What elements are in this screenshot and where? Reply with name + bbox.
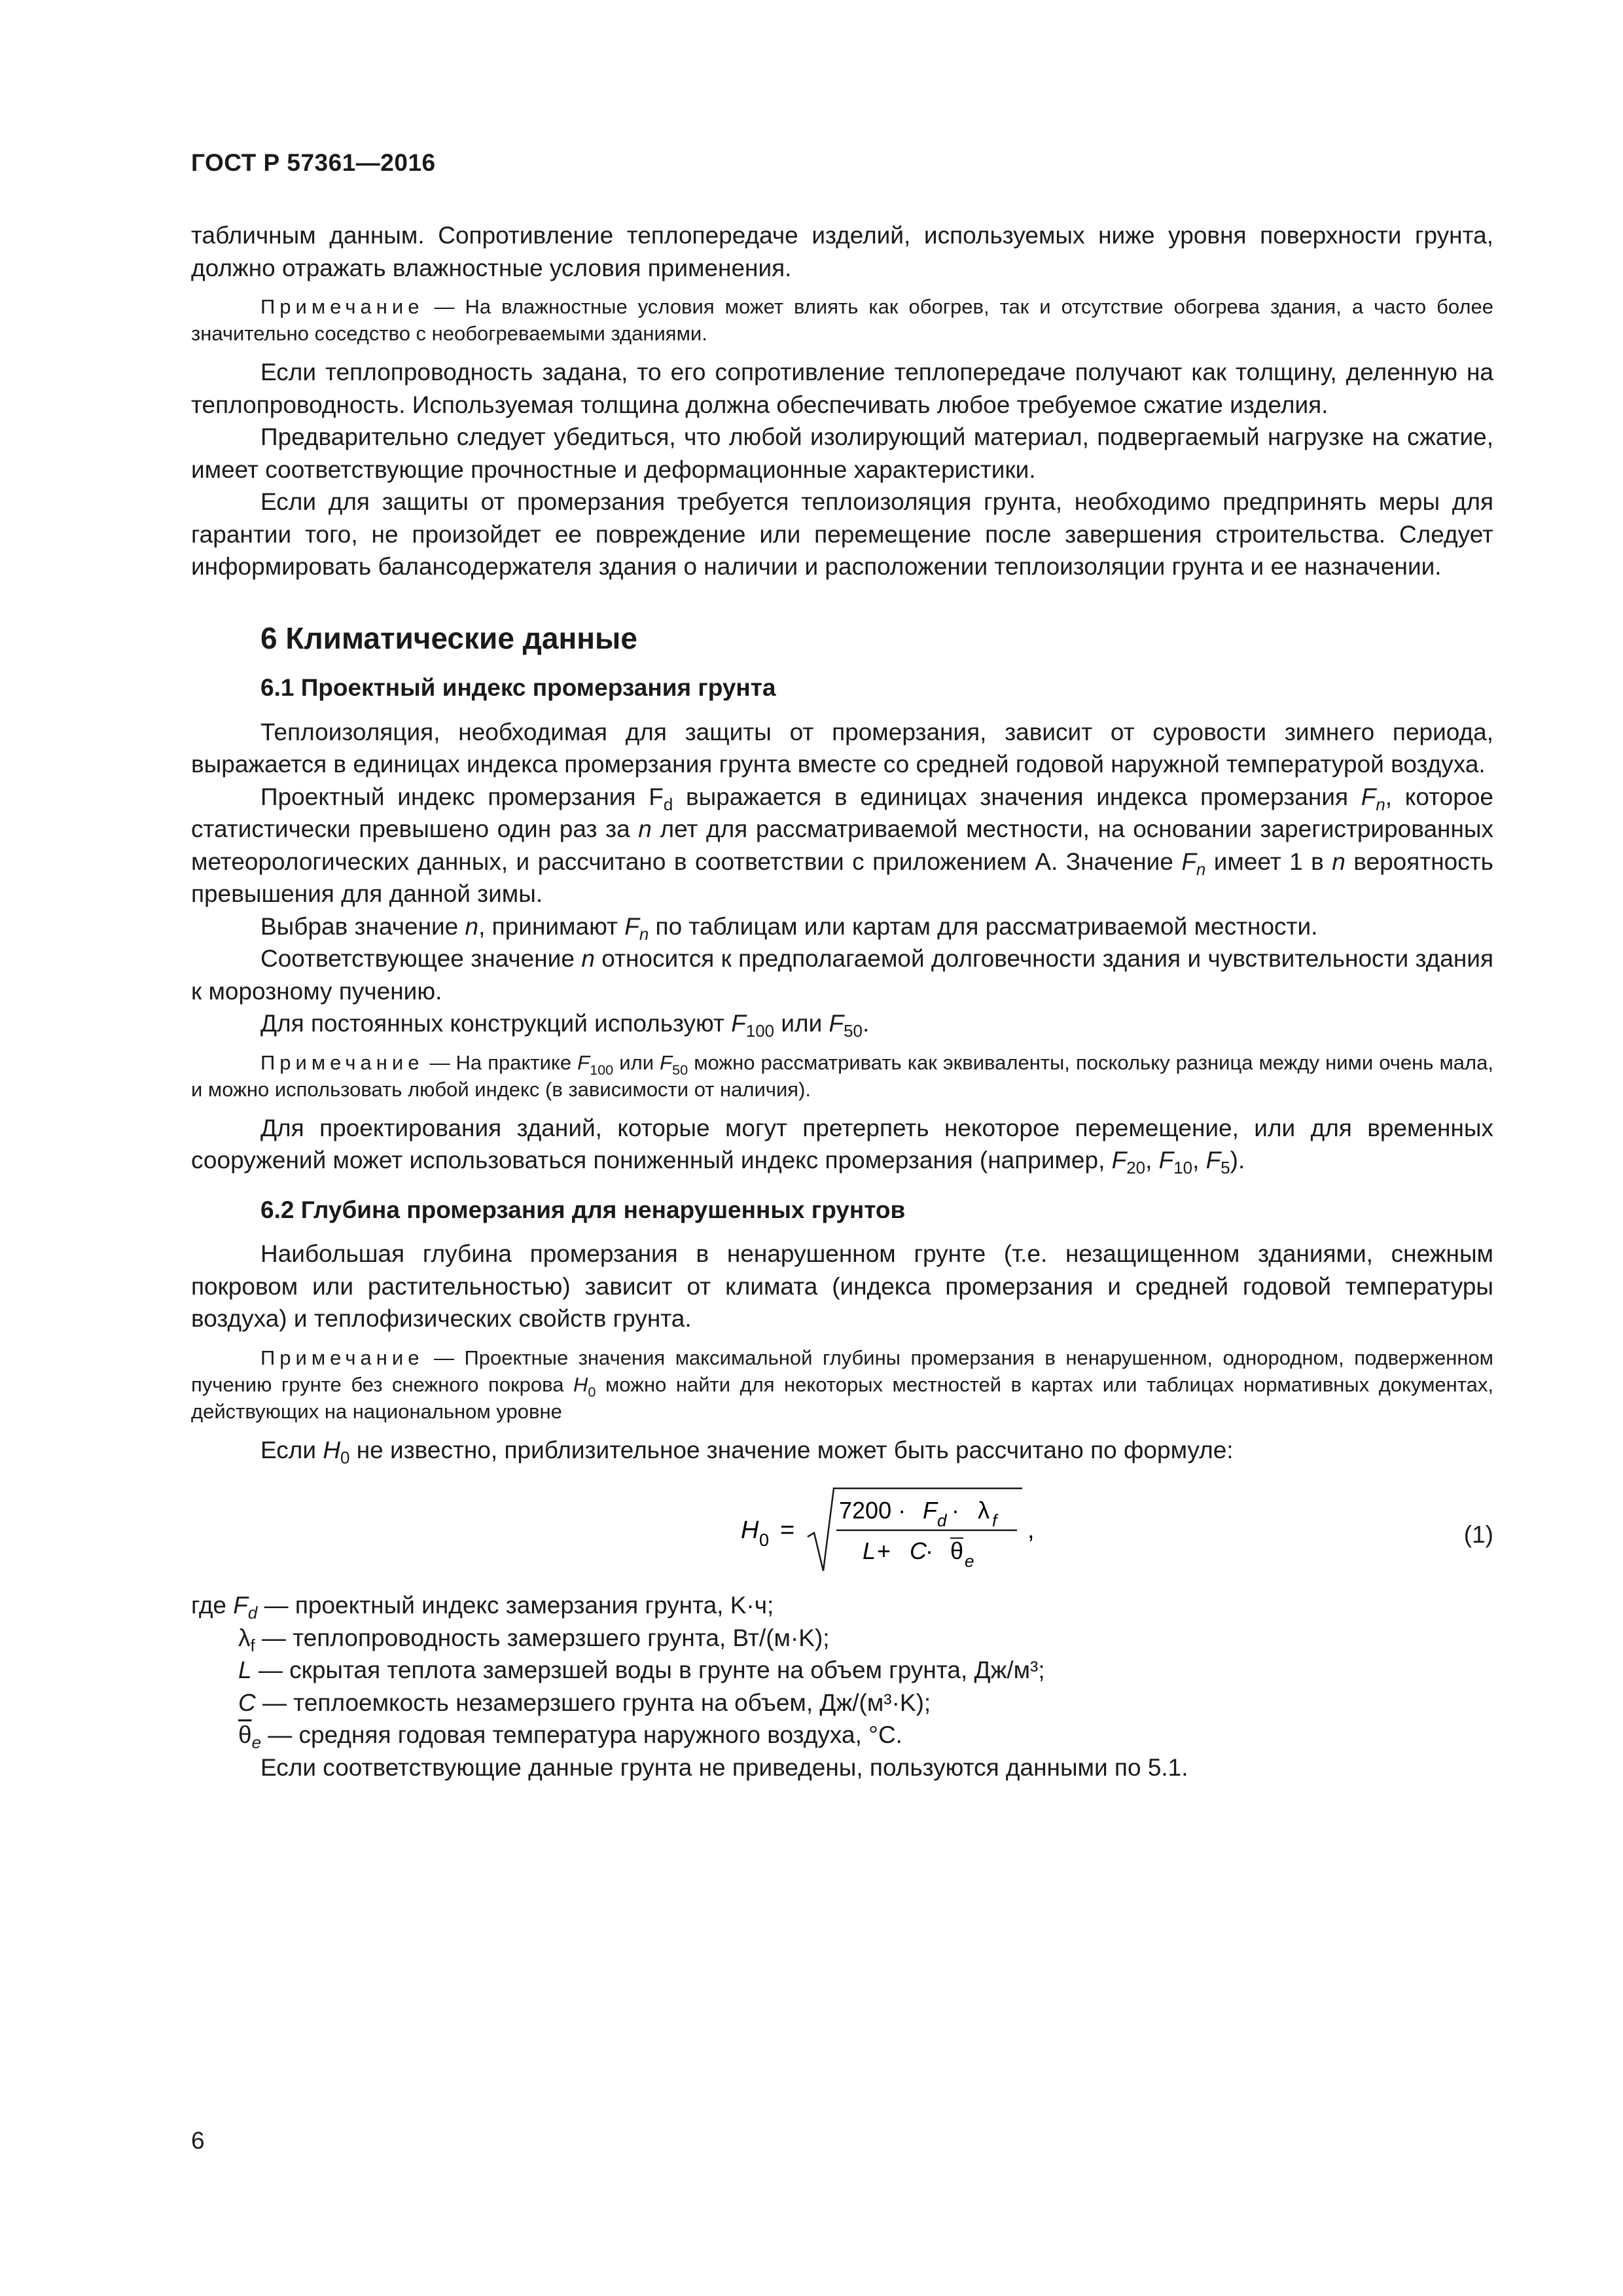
text-run: можно рассматривать как эквиваленты, поскольку разница между ними очень мала, и можно использовать любой индекс (в зависимости от наличия).: [191, 1050, 1493, 1101]
note-label: Примечание: [260, 1346, 424, 1369]
paragraph-continued: табличным данным. Сопротивление теплопередаче изделий, используемых ниже уровня поверхности грунта, должно отражать влажностные условия применения.: [191, 222, 1493, 281]
subscript: n: [1196, 860, 1206, 879]
definition-item: [191, 1687, 1493, 1719]
text-run: — средняя годовая температура наружного воздуха, °С.: [260, 1721, 902, 1748]
definition-item: [191, 1589, 1493, 1622]
text-run: где: [191, 1592, 234, 1619]
document-header: ГОСТ Р 57361—2016: [191, 149, 436, 176]
symbol: $\overline{\theta}$: [238, 1721, 252, 1748]
text-run: ,: [1145, 1147, 1159, 1174]
subscript: f: [250, 1636, 255, 1655]
subscript: 100: [590, 1061, 614, 1078]
text-run: — скрытая теплота замерзшей воды в грунте на объем грунта, Дж/м³;: [251, 1657, 1045, 1683]
symbol: H: [573, 1372, 588, 1396]
formula-den-C: C: [910, 1537, 927, 1564]
subscript: 0: [588, 1383, 596, 1400]
text-run: ).: [1230, 1147, 1245, 1174]
text-run: — Проектные значения максимальной глубины промерзания в ненарушенном, однородном, подверженном пучению грунте без снежного покрова: [191, 1346, 1493, 1396]
symbol: F: [233, 1592, 248, 1619]
paragraph: Если соответствующие данные грунта не приведены, пользуются данными по 5.1.: [260, 1753, 1188, 1781]
text-run: лет для рассматриваемой местности, на основании зарегистрированных метеорологических данных, и рассчитано в соответствии с приложением А. Значение: [191, 816, 1493, 875]
text-run: или: [613, 1050, 660, 1074]
symbol: n: [1332, 848, 1346, 875]
paragraph: Если теплопроводность задана, то его сопротивление теплопередаче получают как толщину, деленную на теплопроводность. Используемая толщина должна обеспечивать любое требуемое сжатие изделия.: [191, 359, 1493, 418]
paragraph: [191, 942, 1493, 1007]
document-body: [191, 219, 1493, 1784]
note-text: — На влажностные условия может влиять как обогрев, так и отсутствие обогрева здания, а часто более значительно соседство с необогреваемыми зданиями.: [191, 295, 1493, 345]
symbol: L: [238, 1657, 252, 1683]
definition-item: [191, 1654, 1493, 1687]
text-run: можно найти для некоторых местностей в картах или таблицах нормативных документах, действующих на национальном уровне: [191, 1372, 1493, 1423]
formula-den-dot: ·: [925, 1537, 933, 1564]
text-run: , принимают: [478, 912, 625, 940]
formula-lhs: H: [741, 1516, 759, 1544]
note-1: [191, 293, 1493, 347]
text-run: вероятность превышения для данной зимы.: [191, 848, 1493, 907]
subscript: 10: [1173, 1159, 1193, 1177]
text-run: ,: [1192, 1147, 1206, 1174]
symbol: H: [323, 1436, 341, 1463]
text-run: Для постоянных конструкций используют: [260, 1010, 732, 1037]
subscript: e: [251, 1734, 261, 1752]
formula-den-L: L: [863, 1537, 876, 1564]
text-run: — теплоемкость незамерзшего грунта на объем, Дж/(м³·K);: [255, 1689, 931, 1716]
formula-block: [191, 1479, 1493, 1577]
symbol: F: [1205, 1147, 1221, 1174]
section-heading: 6 Климатические данные: [260, 620, 637, 655]
formula-den-theta: θ: [950, 1537, 964, 1564]
paragraph: Теплоизоляция, необходимая для защиты от промерзания, зависит от суровости зимнего периода, выражается в единицах индекса промерзания грунта вместе со средней годовой наружной температурой воздуха.: [191, 718, 1493, 778]
formula-equals: =: [780, 1516, 795, 1544]
symbol: F: [731, 1010, 746, 1037]
symbol: F: [1181, 848, 1196, 875]
text-run: выражается в единицах значения индекса промерзания: [673, 783, 1361, 810]
text-run: Для проектирования зданий, которые могут претерпеть некоторое перемещение, или для временных сооружений может использоваться пониженный индекс промерзания (например,: [191, 1114, 1493, 1174]
symbol: F: [660, 1050, 673, 1074]
formula-den-plus: +: [877, 1537, 891, 1564]
note-label: Примечание: [260, 295, 424, 318]
formula-den-theta-sub: e: [965, 1551, 974, 1571]
subscript: 5: [1221, 1159, 1230, 1177]
definitions-list: [191, 1589, 1493, 1784]
subscript: 50: [844, 1022, 863, 1041]
text-run: — На практике: [423, 1050, 578, 1074]
definition-item: [191, 1719, 1493, 1751]
formula-num-lambda: λ: [978, 1497, 990, 1524]
subscript: 50: [672, 1061, 688, 1078]
paragraph: [191, 1434, 1493, 1467]
paragraph: Предварительно следует убедиться, что любой изолирующий материал, подвергаемый нагрузке на сжатие, имеет соответствующие прочностные и деформационные характеристики.: [191, 423, 1493, 483]
formula-num-lambda-sub: f: [992, 1511, 997, 1530]
symbol: λ: [238, 1624, 251, 1651]
subsection-heading: 6.1 Проектный индекс промерзания грунта: [260, 674, 776, 701]
symbol: F: [624, 912, 639, 940]
symbol: n: [581, 945, 595, 972]
subscript: d: [663, 795, 673, 814]
subsection-heading: 6.2 Глубина промерзания для ненарушенных грунтов: [260, 1196, 906, 1223]
paragraph: Если для защиты от промерзания требуется теплоизоляция грунта, необходимо предпринять меры для гарантии того, не произойдет ее повреждение или перемещение после завершения строительства. Следует информировать балансодержателя здания о наличии и расположении теплоизоляции грунта и ее назначении.: [191, 488, 1493, 580]
formula-lhs-sub: 0: [759, 1530, 770, 1550]
paragraph: [191, 1112, 1493, 1177]
text-run: Соответствующее значение: [260, 945, 582, 972]
formula-1: [734, 1479, 1140, 1577]
text-run: или: [774, 1010, 829, 1037]
subscript: 0: [340, 1448, 350, 1467]
note-label: Примечание: [260, 1050, 424, 1074]
text-run: Проектный индекс промерзания F: [260, 783, 664, 810]
formula-num-F: F: [923, 1497, 937, 1524]
formula-number: (1): [1463, 1521, 1493, 1548]
text-run: не известно, приблизительное значение может быть рассчитано по формуле:: [349, 1436, 1234, 1463]
text-run: — проектный индекс замерзания грунта, K·ч;: [257, 1592, 774, 1619]
text-run: имеет 1 в: [1205, 848, 1332, 875]
note-3: [191, 1344, 1493, 1425]
paragraph-design-index: [191, 781, 1493, 910]
symbol: F: [1361, 783, 1376, 810]
text-run: .: [862, 1010, 870, 1037]
text-run: Выбрав значение: [260, 912, 465, 940]
symbol: F: [829, 1010, 844, 1037]
page-number: 6: [191, 2127, 205, 2154]
symbol: C: [238, 1689, 256, 1716]
text-run: , которое статистически превышено один раз за: [191, 783, 1493, 842]
formula-tail: ,: [1027, 1516, 1035, 1544]
formula-num-F-sub: d: [937, 1511, 947, 1530]
subscript: n: [639, 925, 649, 944]
symbol: n: [465, 912, 479, 940]
paragraph: [191, 1007, 1493, 1040]
subscript: d: [247, 1604, 258, 1623]
symbol: F: [1158, 1147, 1174, 1174]
text-run: — теплопроводность замерзшего грунта, Вт/(м·K);: [255, 1624, 830, 1651]
formula-num-const: 7200 ·: [839, 1497, 906, 1524]
formula-num-dot: ·: [952, 1497, 959, 1524]
paragraph: Наибольшая глубина промерзания в ненарушенном грунте (т.е. незащищенном зданиями, снежным покровом или растительностью) зависит от климата (индекса промерзания и средней годовой температуры воздуха) и теплофизических свойств грунта.: [191, 1240, 1493, 1332]
symbol: F: [1111, 1147, 1127, 1174]
definition-item: [191, 1622, 1493, 1655]
text-run: по таблицам или картам для рассматриваемой местности.: [649, 912, 1318, 940]
symbol: n: [638, 816, 652, 842]
subscript: 100: [745, 1022, 775, 1041]
note-2: [191, 1049, 1493, 1103]
paragraph: [191, 910, 1493, 943]
symbol: F: [577, 1050, 590, 1074]
subscript: 20: [1126, 1159, 1146, 1177]
subscript: n: [1376, 795, 1385, 814]
text-run: относится к предполагаемой долговечности здания и чувствительности здания к морозному пучению.: [191, 945, 1493, 1005]
text-run: Если: [260, 1436, 323, 1463]
